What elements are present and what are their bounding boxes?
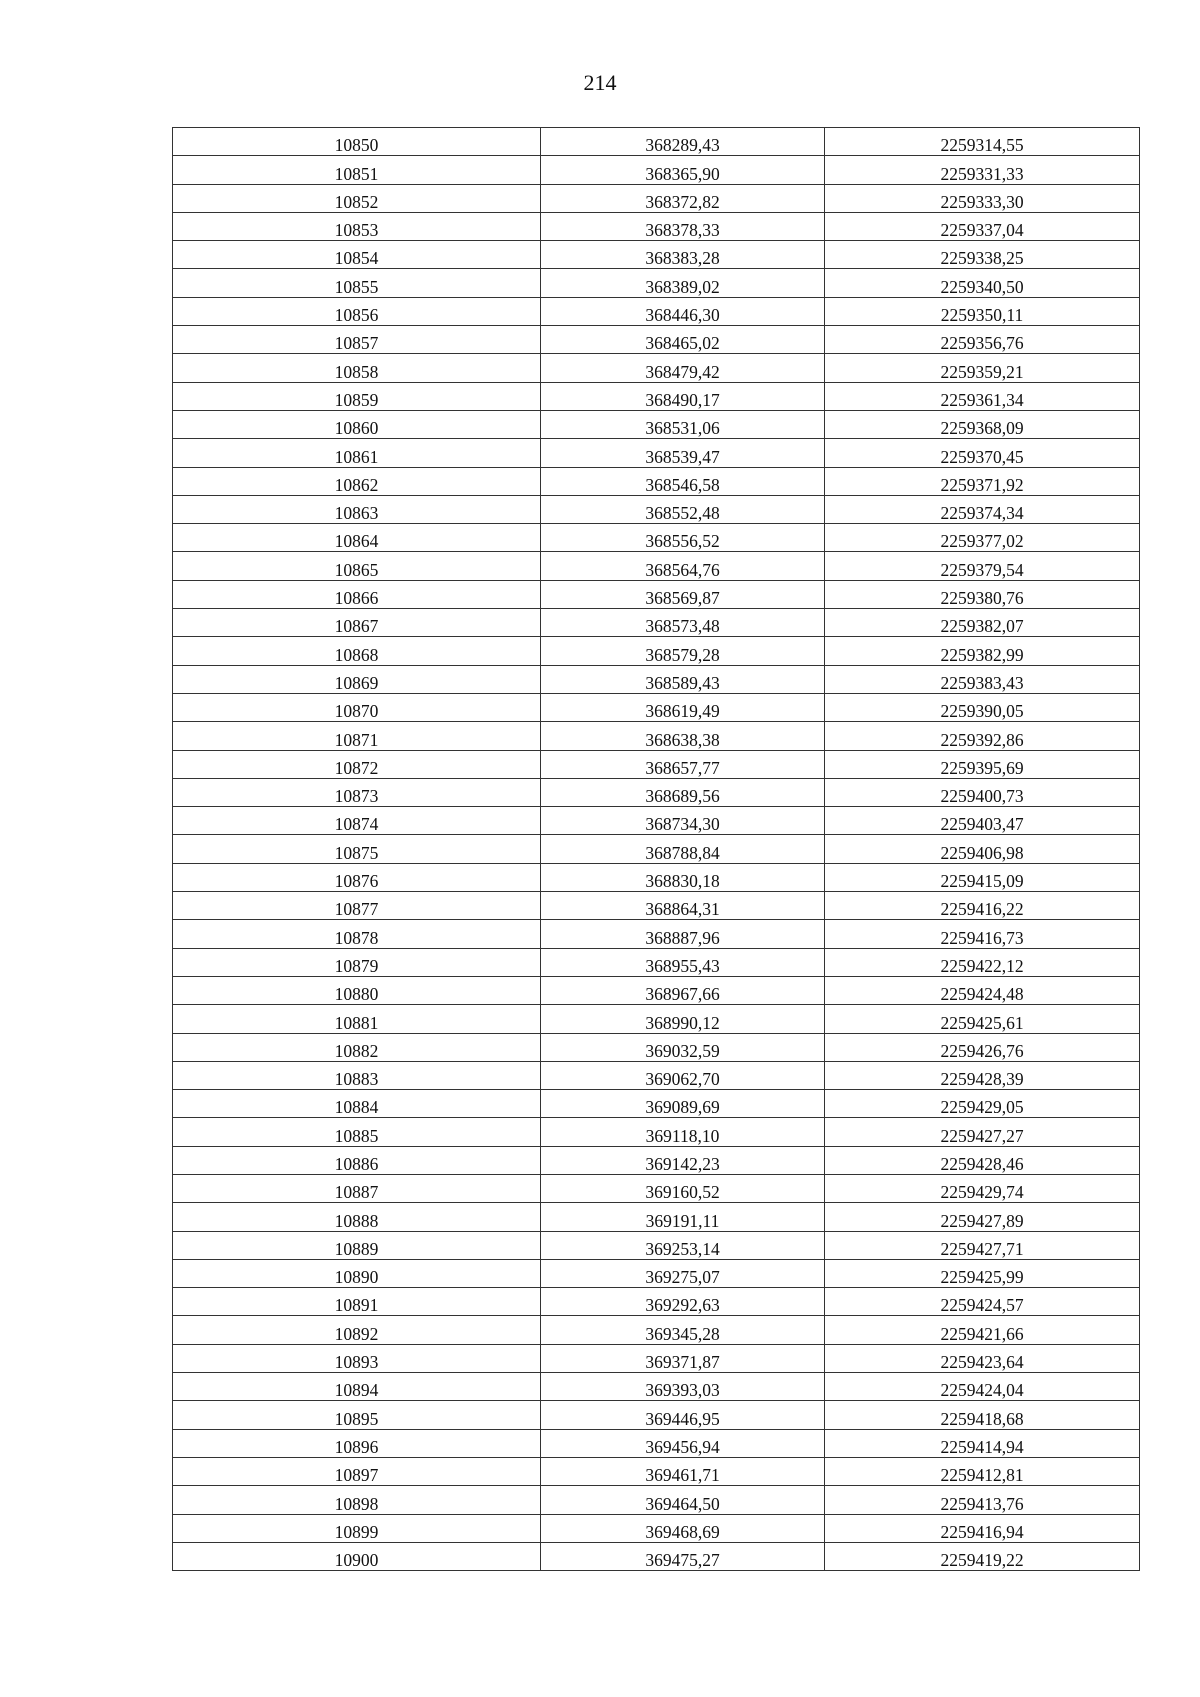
point-number-cell: 10895 xyxy=(173,1401,541,1429)
point-number-cell: 10873 xyxy=(173,778,541,806)
table-row xyxy=(173,722,1140,750)
y-coordinate-cell: 2259340,50 xyxy=(825,269,1140,297)
point-number-cell: 10850 xyxy=(173,128,541,156)
x-coordinate-cell: 368556,52 xyxy=(541,524,825,552)
table-row xyxy=(173,1401,1140,1429)
table-row xyxy=(173,382,1140,410)
x-coordinate-cell: 368564,76 xyxy=(541,552,825,580)
y-coordinate-cell: 2259371,92 xyxy=(825,467,1140,495)
table-row xyxy=(173,778,1140,806)
x-coordinate-cell: 368689,56 xyxy=(541,778,825,806)
x-coordinate-cell: 369118,10 xyxy=(541,1118,825,1146)
x-coordinate-cell: 368465,02 xyxy=(541,326,825,354)
y-coordinate-cell: 2259380,76 xyxy=(825,580,1140,608)
x-coordinate-cell: 368589,43 xyxy=(541,665,825,693)
x-coordinate-cell: 368734,30 xyxy=(541,807,825,835)
x-coordinate-cell: 368289,43 xyxy=(541,128,825,156)
point-number-cell: 10896 xyxy=(173,1429,541,1457)
point-number-cell: 10891 xyxy=(173,1288,541,1316)
x-coordinate-cell: 369191,11 xyxy=(541,1203,825,1231)
x-coordinate-cell: 368389,02 xyxy=(541,269,825,297)
point-number-cell: 10887 xyxy=(173,1174,541,1202)
point-number-cell: 10880 xyxy=(173,976,541,1004)
x-coordinate-cell: 368955,43 xyxy=(541,948,825,976)
table-row xyxy=(173,807,1140,835)
y-coordinate-cell: 2259425,99 xyxy=(825,1259,1140,1287)
page-number: 214 xyxy=(583,70,617,95)
point-number-cell: 10871 xyxy=(173,722,541,750)
y-coordinate-cell: 2259416,22 xyxy=(825,892,1140,920)
table-row xyxy=(173,184,1140,212)
x-coordinate-cell: 369446,95 xyxy=(541,1401,825,1429)
x-coordinate-cell: 369371,87 xyxy=(541,1344,825,1372)
table-row xyxy=(173,1486,1140,1514)
x-coordinate-cell: 368446,30 xyxy=(541,297,825,325)
table-row xyxy=(173,1316,1140,1344)
x-coordinate-cell: 368638,38 xyxy=(541,722,825,750)
point-number-cell: 10862 xyxy=(173,467,541,495)
y-coordinate-cell: 2259416,94 xyxy=(825,1514,1140,1542)
x-coordinate-cell: 368864,31 xyxy=(541,892,825,920)
point-number-cell: 10865 xyxy=(173,552,541,580)
y-coordinate-cell: 2259333,30 xyxy=(825,184,1140,212)
y-coordinate-cell: 2259406,98 xyxy=(825,835,1140,863)
y-coordinate-cell: 2259382,99 xyxy=(825,637,1140,665)
point-number-cell: 10879 xyxy=(173,948,541,976)
x-coordinate-cell: 368546,58 xyxy=(541,467,825,495)
y-coordinate-cell: 2259403,47 xyxy=(825,807,1140,835)
x-coordinate-cell: 368569,87 xyxy=(541,580,825,608)
x-coordinate-cell: 369393,03 xyxy=(541,1373,825,1401)
x-coordinate-cell: 369160,52 xyxy=(541,1174,825,1202)
y-coordinate-cell: 2259423,64 xyxy=(825,1344,1140,1372)
y-coordinate-cell: 2259424,04 xyxy=(825,1373,1140,1401)
point-number-cell: 10851 xyxy=(173,156,541,184)
table-row xyxy=(173,1344,1140,1372)
table-row xyxy=(173,920,1140,948)
y-coordinate-cell: 2259428,46 xyxy=(825,1146,1140,1174)
point-number-cell: 10885 xyxy=(173,1118,541,1146)
x-coordinate-cell: 368365,90 xyxy=(541,156,825,184)
y-coordinate-cell: 2259314,55 xyxy=(825,128,1140,156)
point-number-cell: 10858 xyxy=(173,354,541,382)
y-coordinate-cell: 2259427,89 xyxy=(825,1203,1140,1231)
point-number-cell: 10859 xyxy=(173,382,541,410)
point-number-cell: 10856 xyxy=(173,297,541,325)
point-number-cell: 10872 xyxy=(173,750,541,778)
x-coordinate-cell: 368657,77 xyxy=(541,750,825,778)
table-row xyxy=(173,693,1140,721)
x-coordinate-cell: 368579,28 xyxy=(541,637,825,665)
table-row xyxy=(173,128,1140,156)
table-row xyxy=(173,1203,1140,1231)
point-number-cell: 10867 xyxy=(173,609,541,637)
coordinates-table xyxy=(172,127,1140,1571)
x-coordinate-cell: 368479,42 xyxy=(541,354,825,382)
x-coordinate-cell: 368372,82 xyxy=(541,184,825,212)
point-number-cell: 10878 xyxy=(173,920,541,948)
point-number-cell: 10889 xyxy=(173,1231,541,1259)
y-coordinate-cell: 2259377,02 xyxy=(825,524,1140,552)
y-coordinate-cell: 2259429,05 xyxy=(825,1090,1140,1118)
x-coordinate-cell: 368788,84 xyxy=(541,835,825,863)
table-row xyxy=(173,1457,1140,1485)
y-coordinate-cell: 2259427,71 xyxy=(825,1231,1140,1259)
point-number-cell: 10892 xyxy=(173,1316,541,1344)
x-coordinate-cell: 368573,48 xyxy=(541,609,825,637)
point-number-cell: 10890 xyxy=(173,1259,541,1287)
table-row xyxy=(173,1005,1140,1033)
point-number-cell: 10854 xyxy=(173,241,541,269)
table-row xyxy=(173,1118,1140,1146)
y-coordinate-cell: 2259421,66 xyxy=(825,1316,1140,1344)
point-number-cell: 10868 xyxy=(173,637,541,665)
table-row xyxy=(173,524,1140,552)
point-number-cell: 10869 xyxy=(173,665,541,693)
table-row xyxy=(173,269,1140,297)
y-coordinate-cell: 2259425,61 xyxy=(825,1005,1140,1033)
table-row xyxy=(173,1061,1140,1089)
y-coordinate-cell: 2259382,07 xyxy=(825,609,1140,637)
table-row xyxy=(173,1514,1140,1542)
point-number-cell: 10897 xyxy=(173,1457,541,1485)
table-row xyxy=(173,1231,1140,1259)
x-coordinate-cell: 368490,17 xyxy=(541,382,825,410)
x-coordinate-cell: 369089,69 xyxy=(541,1090,825,1118)
x-coordinate-cell: 368539,47 xyxy=(541,439,825,467)
y-coordinate-cell: 2259414,94 xyxy=(825,1429,1140,1457)
point-number-cell: 10888 xyxy=(173,1203,541,1231)
x-coordinate-cell: 369475,27 xyxy=(541,1542,825,1570)
table-row xyxy=(173,297,1140,325)
table-row xyxy=(173,241,1140,269)
point-number-cell: 10884 xyxy=(173,1090,541,1118)
point-number-cell: 10874 xyxy=(173,807,541,835)
table-row xyxy=(173,1429,1140,1457)
y-coordinate-cell: 2259374,34 xyxy=(825,495,1140,523)
x-coordinate-cell: 368378,33 xyxy=(541,212,825,240)
y-coordinate-cell: 2259392,86 xyxy=(825,722,1140,750)
table-row xyxy=(173,156,1140,184)
table-row xyxy=(173,665,1140,693)
point-number-cell: 10882 xyxy=(173,1033,541,1061)
y-coordinate-cell: 2259427,27 xyxy=(825,1118,1140,1146)
x-coordinate-cell: 369142,23 xyxy=(541,1146,825,1174)
point-number-cell: 10875 xyxy=(173,835,541,863)
point-number-cell: 10860 xyxy=(173,410,541,438)
x-coordinate-cell: 368531,06 xyxy=(541,410,825,438)
y-coordinate-cell: 2259412,81 xyxy=(825,1457,1140,1485)
table-row xyxy=(173,1090,1140,1118)
table-row xyxy=(173,948,1140,976)
point-number-cell: 10877 xyxy=(173,892,541,920)
y-coordinate-cell: 2259429,74 xyxy=(825,1174,1140,1202)
y-coordinate-cell: 2259413,76 xyxy=(825,1486,1140,1514)
y-coordinate-cell: 2259383,43 xyxy=(825,665,1140,693)
y-coordinate-cell: 2259395,69 xyxy=(825,750,1140,778)
table-row xyxy=(173,580,1140,608)
x-coordinate-cell: 369468,69 xyxy=(541,1514,825,1542)
table-row xyxy=(173,892,1140,920)
point-number-cell: 10893 xyxy=(173,1344,541,1372)
x-coordinate-cell: 368887,96 xyxy=(541,920,825,948)
y-coordinate-cell: 2259419,22 xyxy=(825,1542,1140,1570)
point-number-cell: 10900 xyxy=(173,1542,541,1570)
x-coordinate-cell: 369464,50 xyxy=(541,1486,825,1514)
y-coordinate-cell: 2259337,04 xyxy=(825,212,1140,240)
x-coordinate-cell: 369461,71 xyxy=(541,1457,825,1485)
y-coordinate-cell: 2259331,33 xyxy=(825,156,1140,184)
table-row xyxy=(173,1259,1140,1287)
table-row xyxy=(173,750,1140,778)
point-number-cell: 10883 xyxy=(173,1061,541,1089)
table-row xyxy=(173,495,1140,523)
y-coordinate-cell: 2259390,05 xyxy=(825,693,1140,721)
x-coordinate-cell: 368552,48 xyxy=(541,495,825,523)
x-coordinate-cell: 368967,66 xyxy=(541,976,825,1004)
y-coordinate-cell: 2259415,09 xyxy=(825,863,1140,891)
table-row xyxy=(173,552,1140,580)
point-number-cell: 10853 xyxy=(173,212,541,240)
table-row xyxy=(173,1373,1140,1401)
x-coordinate-cell: 369456,94 xyxy=(541,1429,825,1457)
y-coordinate-cell: 2259338,25 xyxy=(825,241,1140,269)
table-row xyxy=(173,1146,1140,1174)
y-coordinate-cell: 2259416,73 xyxy=(825,920,1140,948)
y-coordinate-cell: 2259368,09 xyxy=(825,410,1140,438)
point-number-cell: 10898 xyxy=(173,1486,541,1514)
table-row xyxy=(173,976,1140,1004)
x-coordinate-cell: 369062,70 xyxy=(541,1061,825,1089)
y-coordinate-cell: 2259379,54 xyxy=(825,552,1140,580)
table-row xyxy=(173,835,1140,863)
y-coordinate-cell: 2259356,76 xyxy=(825,326,1140,354)
x-coordinate-cell: 368619,49 xyxy=(541,693,825,721)
y-coordinate-cell: 2259424,57 xyxy=(825,1288,1140,1316)
point-number-cell: 10863 xyxy=(173,495,541,523)
x-coordinate-cell: 369292,63 xyxy=(541,1288,825,1316)
y-coordinate-cell: 2259370,45 xyxy=(825,439,1140,467)
table-row xyxy=(173,410,1140,438)
x-coordinate-cell: 369253,14 xyxy=(541,1231,825,1259)
table-row xyxy=(173,1174,1140,1202)
point-number-cell: 10870 xyxy=(173,693,541,721)
point-number-cell: 10881 xyxy=(173,1005,541,1033)
y-coordinate-cell: 2259428,39 xyxy=(825,1061,1140,1089)
y-coordinate-cell: 2259359,21 xyxy=(825,354,1140,382)
table-body xyxy=(173,128,1140,1571)
y-coordinate-cell: 2259418,68 xyxy=(825,1401,1140,1429)
table-row xyxy=(173,1542,1140,1570)
y-coordinate-cell: 2259426,76 xyxy=(825,1033,1140,1061)
table-row xyxy=(173,439,1140,467)
point-number-cell: 10894 xyxy=(173,1373,541,1401)
table-row xyxy=(173,637,1140,665)
point-number-cell: 10886 xyxy=(173,1146,541,1174)
y-coordinate-cell: 2259361,34 xyxy=(825,382,1140,410)
table-row xyxy=(173,326,1140,354)
y-coordinate-cell: 2259350,11 xyxy=(825,297,1140,325)
table-row xyxy=(173,467,1140,495)
point-number-cell: 10852 xyxy=(173,184,541,212)
x-coordinate-cell: 368990,12 xyxy=(541,1005,825,1033)
x-coordinate-cell: 369032,59 xyxy=(541,1033,825,1061)
point-number-cell: 10855 xyxy=(173,269,541,297)
y-coordinate-cell: 2259424,48 xyxy=(825,976,1140,1004)
table-row xyxy=(173,354,1140,382)
table-row xyxy=(173,863,1140,891)
point-number-cell: 10899 xyxy=(173,1514,541,1542)
table-row xyxy=(173,212,1140,240)
x-coordinate-cell: 369275,07 xyxy=(541,1259,825,1287)
y-coordinate-cell: 2259400,73 xyxy=(825,778,1140,806)
point-number-cell: 10861 xyxy=(173,439,541,467)
point-number-cell: 10876 xyxy=(173,863,541,891)
x-coordinate-cell: 368383,28 xyxy=(541,241,825,269)
x-coordinate-cell: 369345,28 xyxy=(541,1316,825,1344)
table-row xyxy=(173,1033,1140,1061)
table-row xyxy=(173,1288,1140,1316)
point-number-cell: 10864 xyxy=(173,524,541,552)
y-coordinate-cell: 2259422,12 xyxy=(825,948,1140,976)
point-number-cell: 10857 xyxy=(173,326,541,354)
point-number-cell: 10866 xyxy=(173,580,541,608)
x-coordinate-cell: 368830,18 xyxy=(541,863,825,891)
table-row xyxy=(173,609,1140,637)
